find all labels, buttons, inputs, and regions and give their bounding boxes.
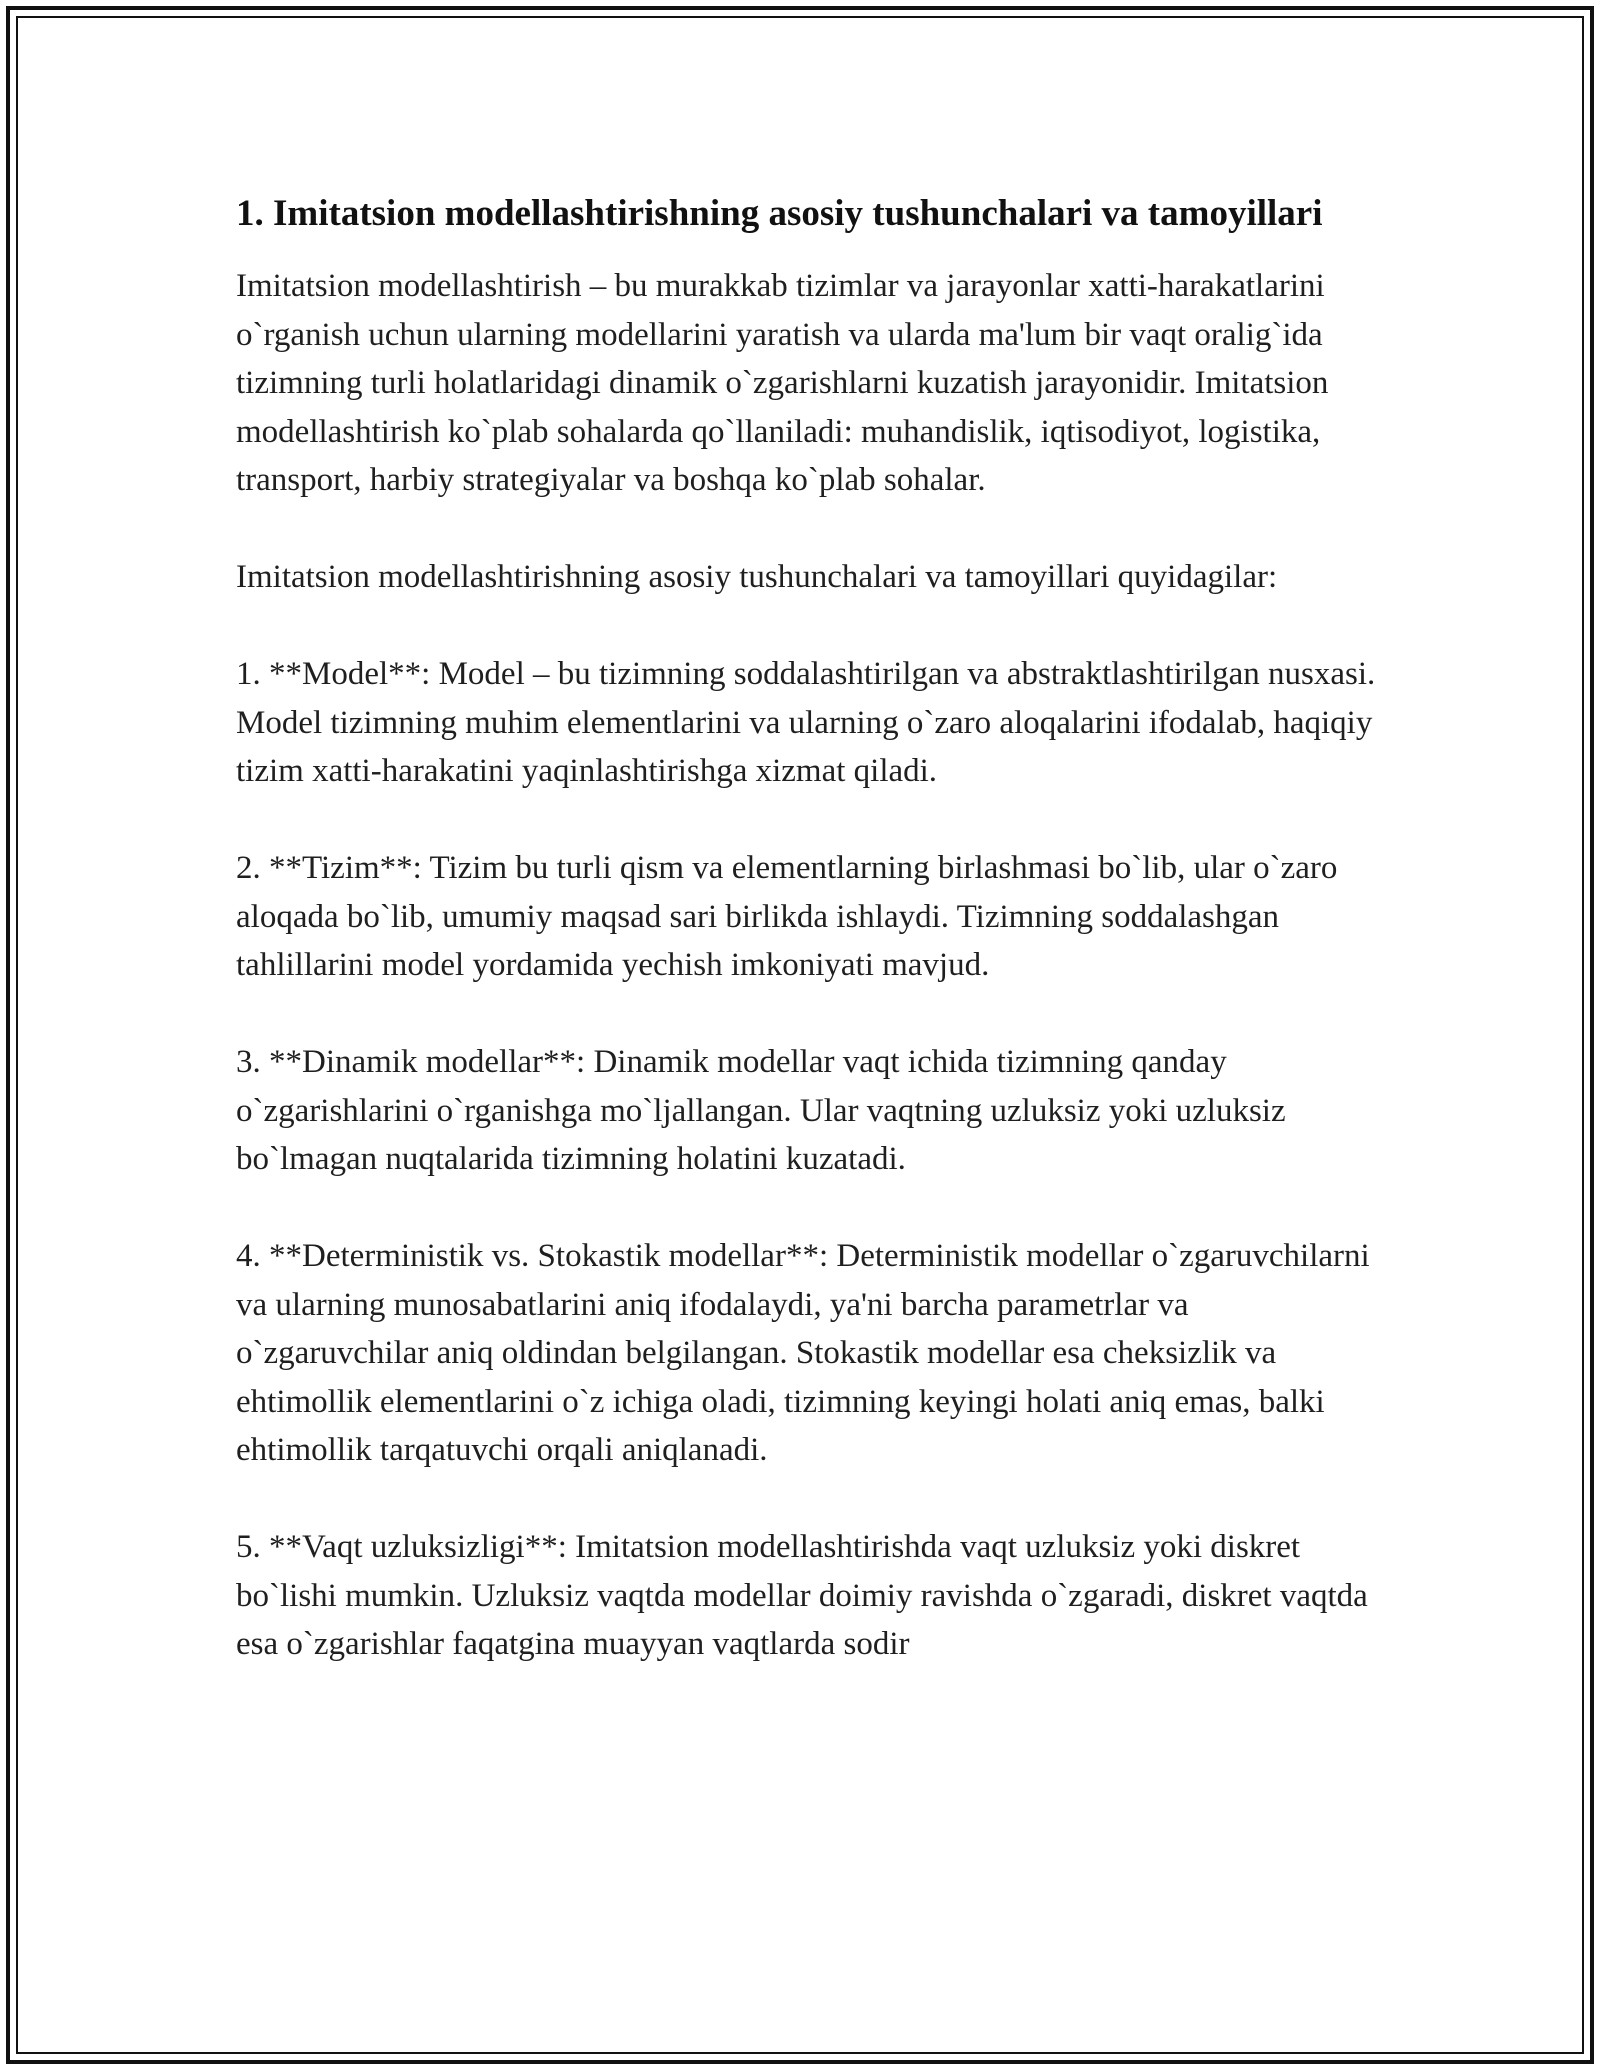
list-item-deterministik-stokastik: 4. **Deterministik vs. Stokastik modellar**: Deterministik modellar o`zgaruvchilarni va ularning munosabatlarini aniq ifodalaydi, ya'ni barcha parametrlar va o`zgaruvchilar aniq oldindan belgilangan. Stokastik modellar esa cheksizlik va ehtimollik elementlarini o`z ichiga oladi, tizimning keyingi holati aniq emas, balki ehtimollik tarqatuvchi orqali aniqlanadi.: [236, 1238, 1370, 1468]
list-item-tizim: 2. **Tizim**: Tizim bu turli qism va elementlarning birlashmasi bo`lib, ular o`zaro aloqada bo`lib, umumiy maqsad sari birlikda ishlaydi. Tizimning soddalashgan tahlillarini model yordamida yechish imkoniyati mavjud.: [236, 850, 1338, 983]
list-item-model: 1. **Model**: Model – bu tizimning soddalashtirilgan va abstraktlashtirilgan nusxasi. Model tizimning muhim elementlarini va ularning o`zaro aloqalarini ifodalab, haqiqiy tizim xatti-harakatini yaqinlashtirishga xizmat qiladi.: [236, 656, 1376, 789]
list-item-vaqt-uzluksizligi: 5. **Vaqt uzluksizligi**: Imitatsion modellashtirishda vaqt uzluksiz yoki diskret bo`lishi mumkin. Uzluksiz vaqtda modellar doimiy ravishda o`zgaradi, diskret vaqtda esa o`zgarishlar faqatgina muayyan vaqtlarda sodir: [236, 1529, 1368, 1662]
paragraph-list-intro: Imitatsion modellashtirishning asosiy tushunchalari va tamoyillari quyidagilar:: [236, 559, 1278, 595]
list-item-dinamik-modellar: 3. **Dinamik modellar**: Dinamik modellar vaqt ichida tizimning qanday o`zgarishlarini o`rganishga mo`ljallangan. Ular vaqtning uzluksiz yoki uzluksiz bo`lmagan nuqtalarida tizimning holatini kuzatadi.: [236, 1044, 1286, 1177]
section-heading: 1. Imitatsion modellashtirishning asosiy tushunchalari va tamoyillari: [236, 193, 1323, 234]
document-body: [236, 186, 1386, 1669]
paragraph-definition: Imitatsion modellashtirish – bu murakkab tizimlar va jarayonlar xatti-harakatlarini o`rganish uchun ularning modellarini yaratish va ularda ma'lum bir vaqt oralig`ida tizimning turli holatlaridagi dinamik o`zgarishlarni kuzatish jarayonidir. Imitatsion modellashtirish ko`plab sohalarda qo`llaniladi: muhandislik, iqtisodiyot, logistika, transport, harbiy strategiyalar va boshqa ko`plab sohalar.: [236, 268, 1329, 498]
